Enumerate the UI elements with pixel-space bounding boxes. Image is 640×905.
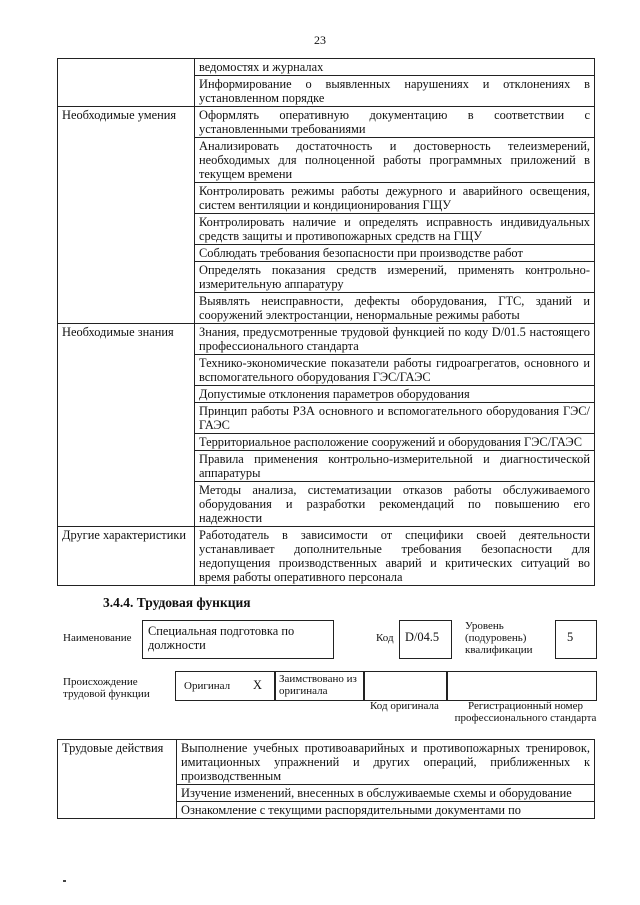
section-title: 3.4.4. Трудовая функция: [103, 595, 251, 610]
labor-actions-label: Трудовые действия: [58, 740, 177, 819]
requirement-item: Территориальное расположение сооружений и оборудования ГЭС/ГАЭС: [195, 434, 595, 451]
requirement-item: Работодатель в зависимости от специфики своей деятельности устанавливает дополнительные требования безопасности для недопущения производственных аварий и критических ситуаций во время работы оперативного персонала: [195, 527, 595, 586]
requirement-item: Допустимые отклонения параметров оборудования: [195, 386, 595, 403]
requirement-item: Знания, предусмотренные трудовой функцией по коду D/01.5 настоящего профессионального стандарта: [195, 324, 595, 355]
labor-actions-table: [57, 739, 595, 819]
requirement-item: Принцип работы РЗА основного и вспомогательного оборудования ГЭС/ГАЭС: [195, 403, 595, 434]
origin-label: Происхождение трудовой функции: [63, 676, 150, 700]
requirement-item: ведомостях и журналах: [195, 59, 595, 76]
code-value: D/04.5: [405, 630, 440, 644]
requirement-item: Технико-экономические показатели работы гидроагрегатов, основного и вспомогательного оборудования ГЭС/ГАЭС: [195, 355, 595, 386]
labor-action-item: Изучение изменений, внесенных в обслуживаемые схемы и оборудование: [177, 785, 595, 802]
name-label: Наименование: [63, 632, 132, 644]
requirement-item: Информирование о выявленных нарушениях и отклонениях в установленном порядке: [195, 76, 595, 107]
row-group-label: Необходимые умения: [58, 107, 195, 324]
requirement-item: Контролировать режимы работы дежурного и аварийного освещения, систем вентиляции и кондиционирования ГЩУ: [195, 183, 595, 214]
requirement-item: Выявлять неисправности, дефекты оборудования, ГТС, зданий и сооружений электростанции, ненормальные режимы работы: [195, 293, 595, 324]
original-label: Оригинал: [184, 680, 231, 692]
labor-action-item: Ознакомление с текущими распорядительными документами по: [177, 802, 595, 819]
row-group-label: [58, 59, 195, 107]
level-value: 5: [567, 630, 574, 644]
row-group-label: Необходимые знания: [58, 324, 195, 527]
requirements-table: [57, 58, 595, 586]
code-original-caption: Код оригинала: [370, 700, 439, 712]
labor-action-item: Выполнение учебных противоаварийных и противопожарных тренировок, имитационных упражнений и других операций, приближенных к производственным: [177, 740, 595, 785]
requirement-item: Методы анализа, систематизации отказов работы обслуживаемого оборудования и разработки рекомендаций по повышению его надежности: [195, 482, 595, 527]
requirement-item: Оформлять оперативную документацию в соответствии с установленными требованиями: [195, 107, 595, 138]
origin-divider-3: [446, 671, 448, 701]
level-label: Уровень (подуровень) квалификации: [465, 620, 533, 656]
original-mark: X: [253, 678, 262, 692]
requirement-item: Определять показания средств измерений, применять контрольно-измерительную аппаратуру: [195, 262, 595, 293]
requirement-item: Контролировать наличие и определять исправность индивидуальных средств защиты и противопожарных средств на ГЩУ: [195, 214, 595, 245]
page-number: 23: [314, 33, 326, 47]
name-value: Специальная подготовка по должности: [148, 624, 295, 652]
table-row: [58, 740, 595, 785]
origin-divider-1: [274, 671, 276, 701]
borrowed-label: Заимствовано из оригинала: [279, 673, 357, 697]
code-label: Код: [376, 632, 394, 644]
requirement-item: Правила применения контрольно-измерительной и диагностической аппаратуры: [195, 451, 595, 482]
requirement-item: Соблюдать требования безопасности при производстве работ: [195, 245, 595, 262]
table-row: [58, 107, 595, 138]
origin-box: [175, 671, 597, 701]
scan-mark: [63, 880, 66, 882]
table-row: [58, 527, 595, 586]
reg-number-caption: Регистрационный номер профессионального стандарта: [454, 700, 597, 724]
level-box: [555, 620, 597, 659]
table-row: [58, 59, 595, 76]
row-group-label: Другие характеристики: [58, 527, 195, 586]
origin-divider-2: [363, 671, 365, 701]
requirement-item: Анализировать достаточность и достоверность телеизмерений, необходимых для полноценной работы программных приложений в текущем времени: [195, 138, 595, 183]
table-row: [58, 324, 595, 355]
